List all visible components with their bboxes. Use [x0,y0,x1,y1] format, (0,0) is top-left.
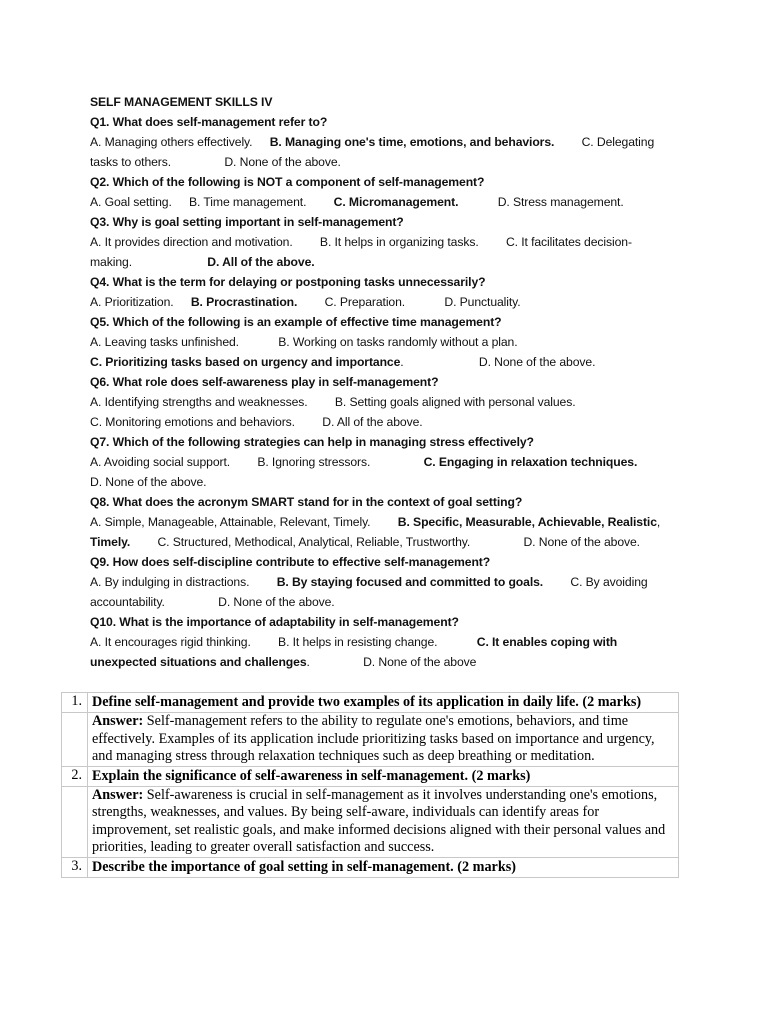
correct-option: D. All of the above. [207,255,315,269]
option: tasks to others. [90,155,172,169]
options-line [90,572,680,592]
option: D. None of the above. [218,595,335,609]
short-question: Describe the importance of goal setting in self-management. (2 marks) [88,857,679,877]
options-line [90,532,680,552]
answer-cell [88,786,679,857]
question-3: Q3. Why is goal setting important in self-management? [90,215,404,229]
option: A. Goal setting. [90,195,172,209]
options-line [90,652,680,672]
options-line [90,472,680,492]
question-10: Q10. What is the importance of adaptability in self-management? [90,615,459,629]
question-8: Q8. What does the acronym SMART stand for in the context of goal setting? [90,495,523,509]
option: C. Preparation. [324,295,406,309]
correct-option: B. By staying focused and committed to goals. [276,575,544,589]
correct-option: Timely. [90,535,131,549]
option: A. Identifying strengths and weaknesses. [90,395,308,409]
answer-label: Answer: [92,713,144,729]
table-row [62,766,679,786]
option-punctuation: . [306,655,310,669]
answer-text: Self-awareness is crucial in self-management as it involves understanding one's emotions, strengths, weaknesses, and values. By being self-aware, individuals can identify areas for improvement, set realistic goals, and make informed decisions aligned with their personal values and priorities, leading to greater overall satisfaction and success. [92,786,666,855]
mcq-section [90,92,680,672]
option: D. None of the above. [523,535,640,549]
options-line [90,452,680,472]
answer-label: Answer: [92,786,144,803]
question-number: 2. [62,766,88,786]
question-2: Q2. Which of the following is NOT a component of self-management? [90,175,485,189]
option: B. Setting goals aligned with personal values. [334,395,576,409]
blank-cell [62,713,88,767]
table-row [62,713,679,767]
short-question: Explain the significance of self-awareness in self-management. (2 marks) [88,766,679,786]
blank-cell [62,786,88,857]
options-line [90,352,680,372]
option: C. Delegating [581,135,655,149]
option-punctuation: . [400,355,404,369]
correct-option: B. Managing one's time, emotions, and behaviors. [269,135,555,149]
options-line [90,232,680,252]
option: D. All of the above. [322,415,423,429]
document-title: SELF MANAGEMENT SKILLS IV [90,95,273,109]
answer-cell [88,713,679,767]
options-line [90,192,680,212]
option: D. None of the above. [90,475,207,489]
option: C. It facilitates decision- [505,235,632,249]
question-7: Q7. Which of the following strategies can help in managing stress effectively? [90,435,534,449]
option: A. By indulging in distractions [90,575,247,589]
option: C. Structured, Methodical, Analytical, Reliable, Trustworthy. [157,535,471,549]
option: A. It encourages rigid thinking. [90,635,251,649]
option: making. [90,255,132,269]
short-answer-table [61,692,679,878]
options-line [90,252,680,272]
option: C. Monitoring emotions and behaviors. [90,415,295,429]
option: A. It provides direction and motivation. [90,235,293,249]
options-line [90,512,680,532]
question-9: Q9. How does self-discipline contribute to effective self-management? [90,555,491,569]
option: D. None of the above. [478,355,596,369]
short-question: Define self-management and provide two examples of its application in daily life. (2 marks) [88,693,679,713]
option-punctuation: , [656,515,661,529]
correct-option: C. Prioritizing tasks based on urgency and importance [90,355,401,369]
correct-option: unexpected situations and challenges [90,655,307,669]
options-line [90,592,680,612]
option: accountability. [90,595,165,609]
question-6: Q6. What role does self-awareness play in self-management? [90,375,439,389]
correct-option: B. Specific, Measurable, Achievable, Realistic [397,515,657,529]
options-line [90,152,680,172]
option: B. Ignoring stressors. [257,455,371,469]
option-punctuation: . [246,575,250,589]
correct-option: C. It enables coping with [476,635,618,649]
option: B. It helps in organizing tasks. [319,235,479,249]
option: A. Leaving tasks unfinished. [90,335,239,349]
table-row [62,786,679,857]
options-line [90,392,680,412]
options-line [90,332,680,352]
correct-option: B. Procrastination. [190,295,298,309]
option: D. Punctuality. [444,295,521,309]
option: A. Avoiding social support. [90,455,231,469]
options-line [90,632,680,652]
option: B. Working on tasks randomly without a plan. [278,335,518,349]
option: A. Managing others effectively. [90,135,253,149]
option: B. It helps in resisting change. [278,635,438,649]
question-5: Q5. Which of the following is an example of effective time management? [90,315,502,329]
option: D. Stress management. [497,195,624,209]
option: C. By avoiding [570,575,648,589]
table-row [62,857,679,877]
correct-option: C. Micromanagement. [333,195,459,209]
question-4: Q4. What is the term for delaying or postponing tasks unnecessarily? [90,275,486,289]
answer-text: Self-management refers to the ability to regulate one's emotions, behaviors, and time effectively. Examples of its application include prioritizing tasks based on importance and urgency, and managing stress through relaxation techniques such as deep breathing or meditation. [92,713,655,764]
question-1: Q1. What does self-management refer to? [90,115,328,129]
question-number: 3. [62,857,88,877]
options-line [90,132,680,152]
question-number: 1. [62,693,88,713]
option: D. None of the above. [224,155,341,169]
options-line [90,292,680,312]
table-row [62,693,679,713]
option: B. Time management. [189,195,307,209]
option: A. Simple, Manageable, Attainable, Relevant, Timely. [90,515,371,529]
option: D. None of the above [363,655,477,669]
option: A. Prioritization. [90,295,174,309]
correct-option: C. Engaging in relaxation techniques. [423,455,638,469]
options-line [90,412,680,432]
